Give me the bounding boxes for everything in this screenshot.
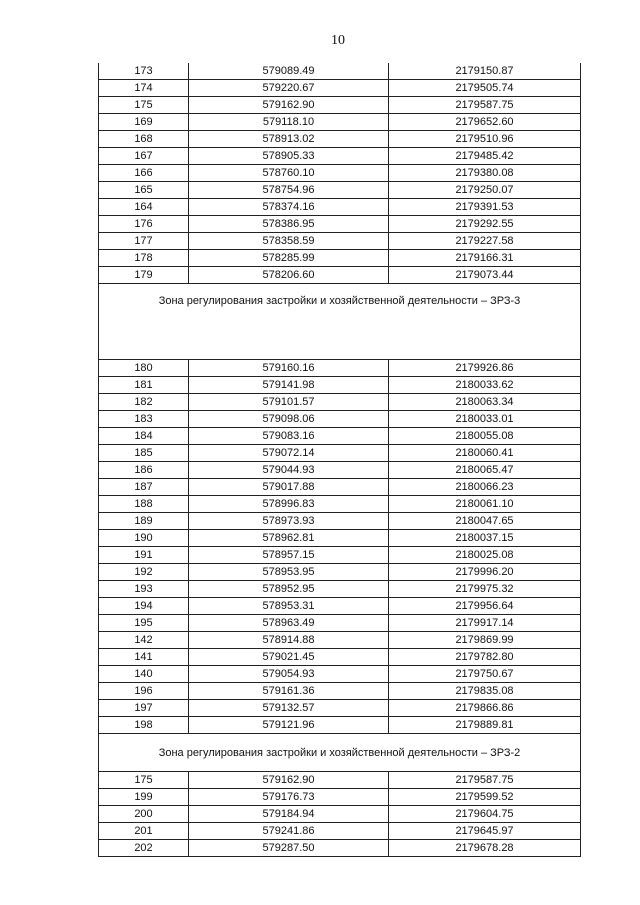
y-coordinate-cell: 2180060.41 <box>389 445 581 462</box>
x-coordinate-cell: 579287.50 <box>189 840 389 857</box>
point-number-cell: 166 <box>99 165 189 182</box>
y-coordinate-cell: 2179645.97 <box>389 823 581 840</box>
y-coordinate-cell: 2179292.55 <box>389 216 581 233</box>
x-coordinate-cell: 579220.67 <box>189 80 389 97</box>
x-coordinate-cell: 579021.45 <box>189 649 389 666</box>
point-number-cell: 183 <box>99 411 189 428</box>
x-coordinate-cell: 579072.14 <box>189 445 389 462</box>
point-number-cell: 180 <box>99 360 189 377</box>
point-number-cell: 181 <box>99 377 189 394</box>
x-coordinate-cell: 578285.99 <box>189 250 389 267</box>
page-number: 10 <box>331 33 345 48</box>
table-row <box>99 411 581 428</box>
y-coordinate-cell: 2179866.86 <box>389 700 581 717</box>
table-row <box>99 377 581 394</box>
x-coordinate-cell: 579241.86 <box>189 823 389 840</box>
table-row <box>99 80 581 97</box>
y-coordinate-cell: 2179652.60 <box>389 114 581 131</box>
x-coordinate-cell: 579160.16 <box>189 360 389 377</box>
y-coordinate-cell: 2180063.34 <box>389 394 581 411</box>
point-number-cell: 142 <box>99 632 189 649</box>
point-number-cell: 202 <box>99 840 189 857</box>
point-number-cell: 191 <box>99 547 189 564</box>
table-row <box>99 789 581 806</box>
zone-heading-cell <box>99 734 581 772</box>
table-row <box>99 530 581 547</box>
zone-heading-row <box>99 734 581 772</box>
table-row <box>99 823 581 840</box>
x-coordinate-cell: 578914.88 <box>189 632 389 649</box>
y-coordinate-cell: 2179380.08 <box>389 165 581 182</box>
y-coordinate-cell: 2179599.52 <box>389 789 581 806</box>
point-number-cell: 196 <box>99 683 189 700</box>
point-number-cell: 140 <box>99 666 189 683</box>
x-coordinate-cell: 579162.90 <box>189 97 389 114</box>
point-number-cell: 189 <box>99 513 189 530</box>
table-row <box>99 581 581 598</box>
x-coordinate-cell: 579054.93 <box>189 666 389 683</box>
x-coordinate-cell: 579098.06 <box>189 411 389 428</box>
point-number-cell: 182 <box>99 394 189 411</box>
point-number-cell: 201 <box>99 823 189 840</box>
point-number-cell: 164 <box>99 199 189 216</box>
table-row <box>99 97 581 114</box>
point-number-cell: 199 <box>99 789 189 806</box>
coordinates-table-body <box>99 63 581 857</box>
y-coordinate-cell: 2180061.10 <box>389 496 581 513</box>
x-coordinate-cell: 578358.59 <box>189 233 389 250</box>
point-number-cell: 188 <box>99 496 189 513</box>
x-coordinate-cell: 579101.57 <box>189 394 389 411</box>
table-row <box>99 479 581 496</box>
y-coordinate-cell: 2179956.64 <box>389 598 581 615</box>
table-row <box>99 63 581 80</box>
y-coordinate-cell: 2180047.65 <box>389 513 581 530</box>
x-coordinate-cell: 578386.95 <box>189 216 389 233</box>
y-coordinate-cell: 2180033.62 <box>389 377 581 394</box>
y-coordinate-cell: 2179917.14 <box>389 615 581 632</box>
point-number-cell: 168 <box>99 131 189 148</box>
table-row <box>99 445 581 462</box>
point-number-cell: 195 <box>99 615 189 632</box>
y-coordinate-cell: 2179604.75 <box>389 806 581 823</box>
y-coordinate-cell: 2180025.08 <box>389 547 581 564</box>
point-number-cell: 141 <box>99 649 189 666</box>
x-coordinate-cell: 578973.93 <box>189 513 389 530</box>
point-number-cell: 194 <box>99 598 189 615</box>
x-coordinate-cell: 579121.96 <box>189 717 389 734</box>
table-row <box>99 182 581 199</box>
zone-heading-row <box>99 284 581 360</box>
table-row <box>99 649 581 666</box>
table-row <box>99 840 581 857</box>
table-row <box>99 717 581 734</box>
x-coordinate-cell: 578905.33 <box>189 148 389 165</box>
y-coordinate-cell: 2179996.20 <box>389 564 581 581</box>
x-coordinate-cell: 578953.31 <box>189 598 389 615</box>
x-coordinate-cell: 579089.49 <box>189 63 389 80</box>
y-coordinate-cell: 2179750.67 <box>389 666 581 683</box>
x-coordinate-cell: 578953.95 <box>189 564 389 581</box>
y-coordinate-cell: 2179835.08 <box>389 683 581 700</box>
y-coordinate-cell: 2179391.53 <box>389 199 581 216</box>
table-row <box>99 131 581 148</box>
y-coordinate-cell: 2179510.96 <box>389 131 581 148</box>
x-coordinate-cell: 579176.73 <box>189 789 389 806</box>
coordinates-table <box>98 63 581 857</box>
y-coordinate-cell: 2179227.58 <box>389 233 581 250</box>
y-coordinate-cell: 2179678.28 <box>389 840 581 857</box>
y-coordinate-cell: 2180055.08 <box>389 428 581 445</box>
y-coordinate-cell: 2179150.87 <box>389 63 581 80</box>
x-coordinate-cell: 579161.36 <box>189 683 389 700</box>
point-number-cell: 175 <box>99 97 189 114</box>
x-coordinate-cell: 578374.16 <box>189 199 389 216</box>
table-row <box>99 250 581 267</box>
table-row <box>99 360 581 377</box>
x-coordinate-cell: 579017.88 <box>189 479 389 496</box>
point-number-cell: 176 <box>99 216 189 233</box>
point-number-cell: 165 <box>99 182 189 199</box>
table-row <box>99 700 581 717</box>
table-row <box>99 598 581 615</box>
y-coordinate-cell: 2179869.99 <box>389 632 581 649</box>
x-coordinate-cell: 579162.90 <box>189 772 389 789</box>
y-coordinate-cell: 2179166.31 <box>389 250 581 267</box>
point-number-cell: 198 <box>99 717 189 734</box>
y-coordinate-cell: 2179975.32 <box>389 581 581 598</box>
x-coordinate-cell: 578760.10 <box>189 165 389 182</box>
y-coordinate-cell: 2179587.75 <box>389 772 581 789</box>
point-number-cell: 184 <box>99 428 189 445</box>
y-coordinate-cell: 2180066.23 <box>389 479 581 496</box>
table-row <box>99 666 581 683</box>
x-coordinate-cell: 578952.95 <box>189 581 389 598</box>
x-coordinate-cell: 579184.94 <box>189 806 389 823</box>
zone-heading: Зона регулирования застройки и хозяйственной деятельности – ЗРЗ-3 <box>158 295 521 307</box>
point-number-cell: 197 <box>99 700 189 717</box>
y-coordinate-cell: 2180033.01 <box>389 411 581 428</box>
point-number-cell: 193 <box>99 581 189 598</box>
point-number-cell: 178 <box>99 250 189 267</box>
table-row <box>99 547 581 564</box>
point-number-cell: 167 <box>99 148 189 165</box>
point-number-cell: 169 <box>99 114 189 131</box>
x-coordinate-cell: 579132.57 <box>189 700 389 717</box>
point-number-cell: 177 <box>99 233 189 250</box>
point-number-cell: 187 <box>99 479 189 496</box>
point-number-cell: 174 <box>99 80 189 97</box>
x-coordinate-cell: 578913.02 <box>189 131 389 148</box>
table-row <box>99 199 581 216</box>
y-coordinate-cell: 2179926.86 <box>389 360 581 377</box>
x-coordinate-cell: 579044.93 <box>189 462 389 479</box>
y-coordinate-cell: 2179073.44 <box>389 267 581 284</box>
table-row <box>99 632 581 649</box>
point-number-cell: 186 <box>99 462 189 479</box>
x-coordinate-cell: 579141.98 <box>189 377 389 394</box>
x-coordinate-cell: 578996.83 <box>189 496 389 513</box>
table-row <box>99 615 581 632</box>
y-coordinate-cell: 2179250.07 <box>389 182 581 199</box>
point-number-cell: 192 <box>99 564 189 581</box>
x-coordinate-cell: 578962.81 <box>189 530 389 547</box>
table-row <box>99 683 581 700</box>
y-coordinate-cell: 2180037.15 <box>389 530 581 547</box>
table-row <box>99 806 581 823</box>
point-number-cell: 173 <box>99 63 189 80</box>
table-row <box>99 428 581 445</box>
x-coordinate-cell: 578206.60 <box>189 267 389 284</box>
x-coordinate-cell: 578963.49 <box>189 615 389 632</box>
x-coordinate-cell: 578754.96 <box>189 182 389 199</box>
point-number-cell: 190 <box>99 530 189 547</box>
table-row <box>99 114 581 131</box>
y-coordinate-cell: 2179505.74 <box>389 80 581 97</box>
y-coordinate-cell: 2179889.81 <box>389 717 581 734</box>
zone-heading-cell <box>99 284 581 360</box>
point-number-cell: 200 <box>99 806 189 823</box>
table-row <box>99 394 581 411</box>
table-row <box>99 772 581 789</box>
y-coordinate-cell: 2179485.42 <box>389 148 581 165</box>
table-row <box>99 233 581 250</box>
table-row <box>99 496 581 513</box>
x-coordinate-cell: 578957.15 <box>189 547 389 564</box>
x-coordinate-cell: 579083.16 <box>189 428 389 445</box>
point-number-cell: 175 <box>99 772 189 789</box>
point-number-cell: 185 <box>99 445 189 462</box>
y-coordinate-cell: 2179587.75 <box>389 97 581 114</box>
table-row <box>99 267 581 284</box>
zone-heading: Зона регулирования застройки и хозяйственной деятельности – ЗРЗ-2 <box>158 747 521 759</box>
x-coordinate-cell: 579118.10 <box>189 114 389 131</box>
table-row <box>99 216 581 233</box>
table-row <box>99 564 581 581</box>
table-row <box>99 462 581 479</box>
table-row <box>99 165 581 182</box>
point-number-cell: 179 <box>99 267 189 284</box>
table-row <box>99 513 581 530</box>
y-coordinate-cell: 2179782.80 <box>389 649 581 666</box>
y-coordinate-cell: 2180065.47 <box>389 462 581 479</box>
table-row <box>99 148 581 165</box>
